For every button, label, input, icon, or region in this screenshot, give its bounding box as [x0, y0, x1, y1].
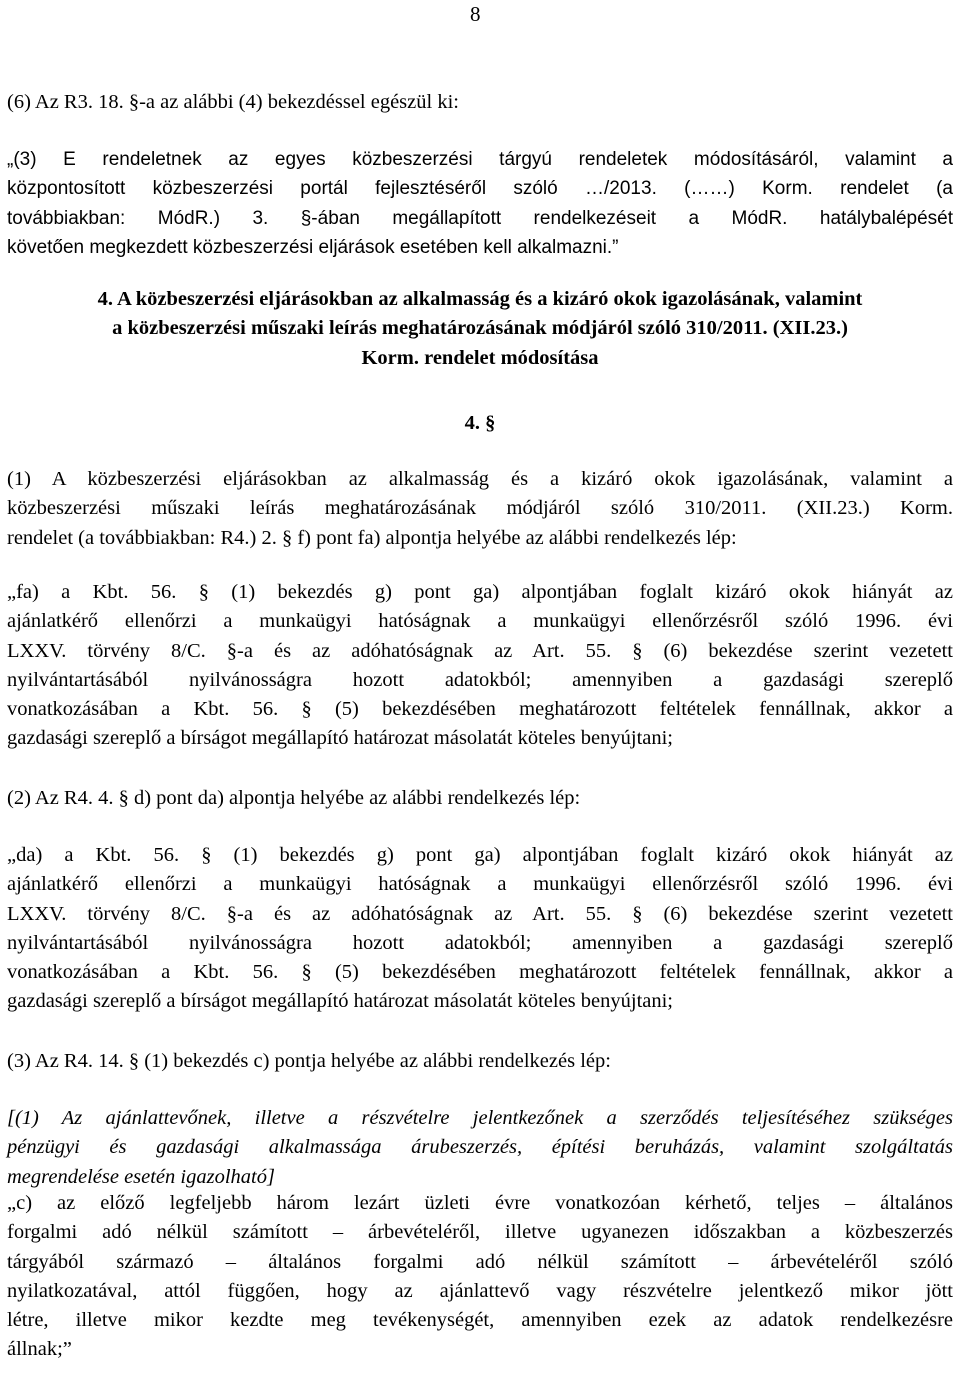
text-line: (3) Az R4. 14. § (1) bekezdés c) pontja helyébe az alábbi rendelkezés lép:	[7, 1050, 611, 1072]
quoted-point-c	[7, 1189, 953, 1365]
page-number: 8	[470, 2, 481, 26]
section-heading	[7, 285, 953, 373]
text-line: nyilatkozatával, attól függően, hogy az ajánlattevő vagy részvételre jelentkező mikor jött	[7, 1279, 953, 1302]
text-line: „c) az előző legfeljebb három lezárt üzleti évre vonatkozóan kérhető, teljes – általános	[7, 1192, 953, 1214]
text-line: követően megkezdett közbeszerzési eljárások esetében kell alkalmazni.”	[7, 236, 619, 258]
italic-context-paragraph	[7, 1104, 953, 1192]
text-line: megrendelése esetén igazolható]	[7, 1165, 275, 1188]
text-line: LXXV. törvény 8/C. §-a és az adóhatóságnak az Art. 55. § (6) bekezdése szerint vezetett	[7, 639, 953, 662]
text-line: „fa) a Kbt. 56. § (1) bekezdés g) pont ga) alpontjában foglalt kizáró okok hiányát az	[7, 581, 953, 603]
quoted-paragraph-3	[7, 145, 953, 262]
text-line: (2) Az R4. 4. § d) pont da) alpontja helyébe az alábbi rendelkezés lép:	[7, 787, 581, 809]
subsection-1	[7, 465, 953, 553]
heading-line: 4. A közbeszerzési eljárásokban az alkalmasság és a kizáró okok igazolásának, valamint	[97, 288, 863, 310]
subsection-2	[7, 784, 953, 813]
quoted-point-fa	[7, 578, 953, 754]
text-line: állnak;”	[7, 1338, 72, 1361]
text-line: ajánlatkérő ellenőrzi a munkaügyi hatóságnak a munkaügyi ellenőrzésről szóló 1996. évi	[7, 873, 953, 896]
text-line: közbeszerzési műszaki leírás meghatározásának módjáról szóló 310/2011. (XII.23.) Korm.	[7, 497, 953, 520]
section-mark-text: 4. §	[464, 412, 496, 434]
text-line: forgalmi adó nélkül számított – árbevételéről, illetve ugyanezen időszakban a közbeszerzés	[7, 1221, 953, 1244]
text-line: nyilvántartásából nyilvánosságra hozott adatokból; amennyiben a gazdasági szereplő	[7, 668, 953, 691]
text-line: létre, illetve mikor kezdte meg tevékenységét, amennyiben ezek az adatok rendelkezésre	[7, 1309, 953, 1332]
text-line: vonatkozásában a Kbt. 56. § (5) bekezdésében meghatározott feltételek fennállnak, akkor a	[7, 698, 953, 721]
text-line: „da) a Kbt. 56. § (1) bekezdés g) pont ga) alpontjában foglalt kizáró okok hiányát az	[7, 844, 953, 866]
text-line: gazdasági szereplő a bírságot megállapító határozat másolatát köteles benyújtani;	[7, 727, 673, 750]
text-line: (1) A közbeszerzési eljárásokban az alkalmasság és a kizáró okok igazolásának, valamint a	[7, 468, 953, 490]
section-mark	[7, 409, 953, 438]
heading-line: Korm. rendelet módosítása	[361, 346, 599, 369]
paragraph-r3-amendment	[7, 88, 953, 117]
text-line: továbbiakban: MódR.) 3. §-ában megállapított rendelkezéseit a MódR. hatálybalépését	[7, 207, 953, 229]
text-line: pénzügyi és gazdasági alkalmassága árubeszerzés, építési beruházás, valamint szolgáltatás	[7, 1136, 953, 1159]
text-line: (6) Az R3. 18. §-a az alábbi (4) bekezdéssel egészül ki:	[7, 91, 459, 113]
text-line: gazdasági szereplő a bírságot megállapító határozat másolatát köteles benyújtani;	[7, 990, 673, 1013]
text-line: tárgyából származó – általános forgalmi adó nélkül számított – árbevételéről szóló	[7, 1250, 953, 1273]
quoted-point-da	[7, 841, 953, 1017]
text-line: vonatkozásában a Kbt. 56. § (5) bekezdésében meghatározott feltételek fennállnak, akkor a	[7, 961, 953, 984]
text-line: „(3) E rendeletnek az egyes közbeszerzési tárgyú rendeletek módosításáról, valamint a	[7, 149, 953, 170]
subsection-3	[7, 1047, 953, 1076]
text-line: [(1) Az ajánlattevőnek, illetve a részvételre jelentkezőnek a szerződés teljesítéséhez szükséges	[7, 1107, 953, 1129]
text-line: rendelet (a továbbiakban: R4.) 2. § f) pont fa) alpontja helyébe az alábbi rendelkezés lép:	[7, 526, 737, 549]
text-line: ajánlatkérő ellenőrzi a munkaügyi hatóságnak a munkaügyi ellenőrzésről szóló 1996. évi	[7, 610, 953, 633]
text-line: nyilvántartásából nyilvánosságra hozott adatokból; amennyiben a gazdasági szereplő	[7, 931, 953, 954]
text-line: központosított közbeszerzési portál fejlesztéséről szóló …/2013. (……) Korm. rendelet (a	[7, 178, 953, 200]
heading-line: a közbeszerzési műszaki leírás meghatározásának módjáról szóló 310/2011. (XII.23.)	[112, 317, 848, 340]
text-line: LXXV. törvény 8/C. §-a és az adóhatóságnak az Art. 55. § (6) bekezdése szerint vezetett	[7, 902, 953, 925]
